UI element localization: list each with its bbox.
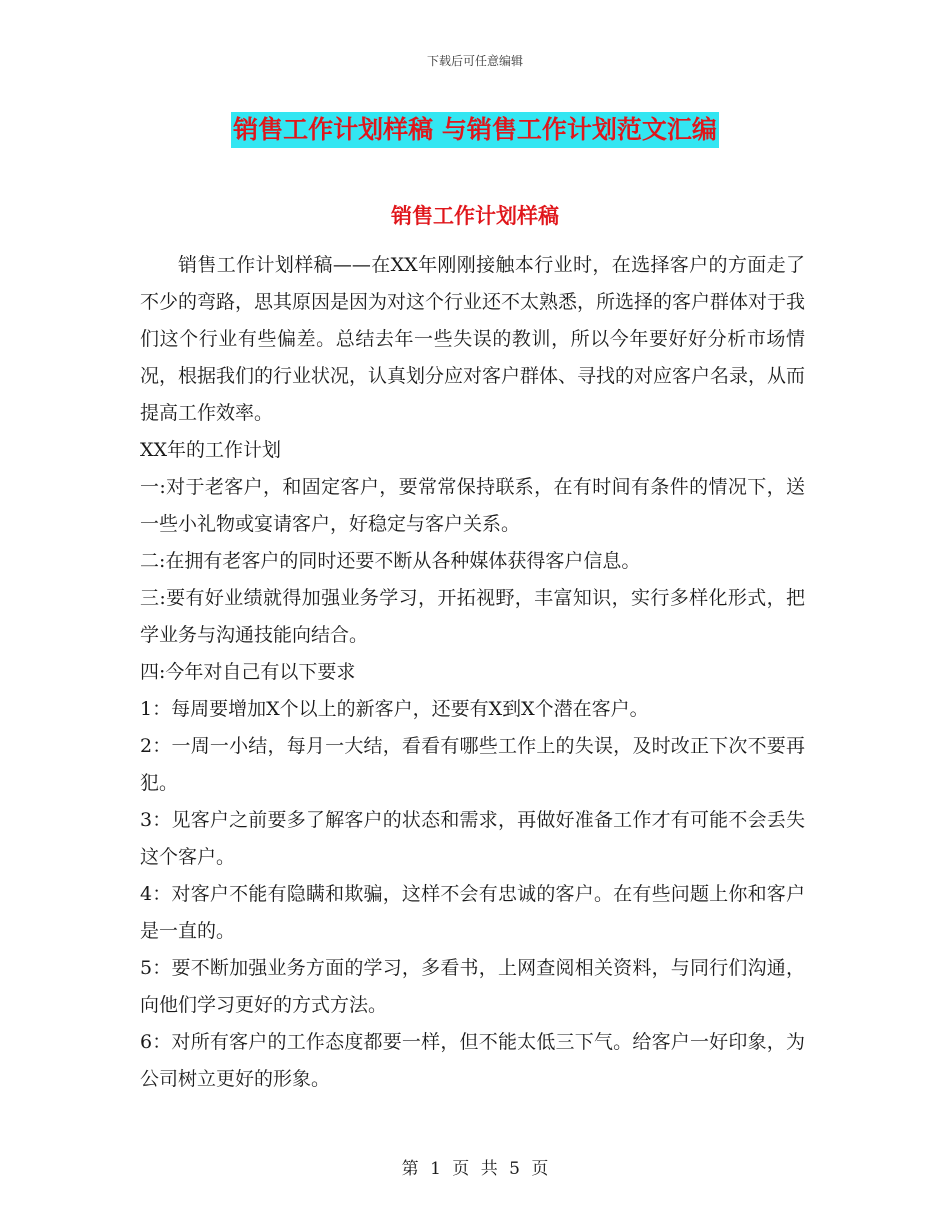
paragraph-requirement-5: 5：要不断加强业务方面的学习，多看书，上网查阅相关资料，与同行们沟通，向他们学习更好的方式方法。 — [140, 957, 805, 1016]
paragraph-item-2: 二:在拥有老客户的同时还要不断从各种媒体获得客户信息。 — [140, 550, 641, 572]
document-title: 销售工作计划样稿 与销售工作计划范文汇编 — [231, 112, 719, 148]
paragraph-requirement-4: 4：对客户不能有隐瞒和欺骗，这样不会有忠诚的客户。在有些问题上你和客户是一直的。 — [140, 883, 805, 942]
paragraph-plan-heading: XX年的工作计划 — [140, 439, 282, 461]
page-header-note: 下载后可任意编辑 — [426, 54, 523, 68]
paragraph-item-1: 一:对于老客户，和固定客户，要常常保持联系，在有时间有条件的情况下，送一些小礼物或宴请客户，好稳定与客户关系。 — [140, 476, 805, 535]
page-number-footer: 第 1 页 共 5 页 — [401, 1159, 549, 1179]
section-title: 销售工作计划样稿 — [391, 204, 559, 228]
document-title-wrap — [0, 112, 950, 148]
paragraph-intro: 销售工作计划样稿——在XX年刚刚接触本行业时，在选择客户的方面走了不少的弯路，思其原因是因为对这个行业还不太熟悉，所选择的客户群体对于我们这个行业有些偏差。总结去年一些失误的教训，所以今年要好好分析市场情况，根据我们的行业状况，认真划分应对客户群体、寻找的对应客户名录，从而提高工作效率。 — [140, 254, 806, 424]
paragraph-requirement-2: 2：一周一小结，每月一大结，看看有哪些工作上的失误，及时改正下次不要再犯。 — [140, 735, 805, 794]
paragraph-item-3: 三:要有好业绩就得加强业务学习，开拓视野，丰富知识，实行多样化形式，把学业务与沟通技能向结合。 — [140, 587, 805, 646]
paragraph-requirement-6: 6：对所有客户的工作态度都要一样，但不能太低三下气。给客户一好印象，为公司树立更好的形象。 — [140, 1031, 805, 1090]
paragraph-requirement-1: 1：每周要增加X个以上的新客户，还要有X到X个潜在客户。 — [140, 698, 649, 720]
paragraph-item-4: 四:今年对自己有以下要求 — [140, 661, 356, 683]
document-body — [140, 247, 805, 1098]
paragraph-requirement-3: 3：见客户之前要多了解客户的状态和需求，再做好准备工作才有可能不会丢失这个客户。 — [140, 809, 805, 868]
